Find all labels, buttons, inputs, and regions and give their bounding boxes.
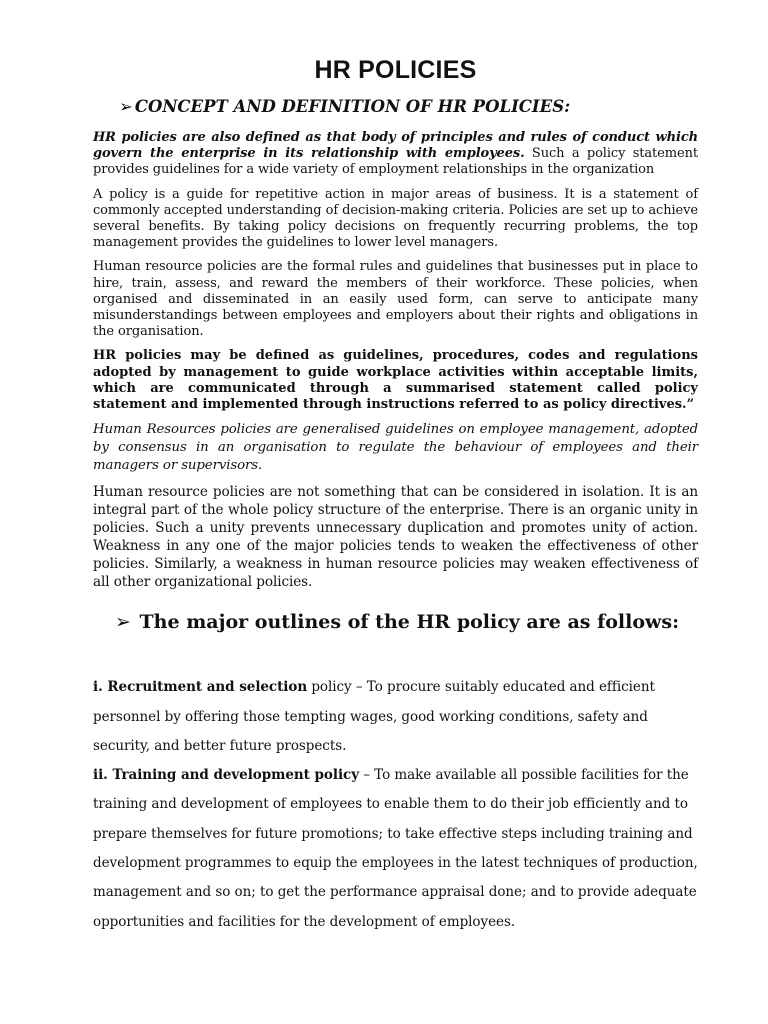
list-item-recruitment-label: i. Recruitment and selection	[93, 679, 308, 696]
section-heading-outlines	[115, 609, 698, 635]
paragraph-guidelines-definition: HR policies may be defined as guidelines, procedures, codes and regulations adopted by management to guide workplace activities within acceptable limits, which are communicated through a summarised statement called policy statement and implemented through instructions referred to as policy directives.”	[93, 348, 698, 413]
paragraph-definition-emphasis: HR policies are also defined as that body of principles and rules of conduct which govern the enterprise in its relationship with employees.	[93, 130, 698, 162]
list-item-training	[93, 761, 698, 937]
document-page	[93, 52, 698, 937]
paragraph-policy-guide: A policy is a guide for repetitive action in major areas of business. It is a statement of commonly accepted understanding of decision-making criteria. Policies are set up to achieve several benefits. By taking policy decisions on frequently recurring problems, the top management provides the guidelines to lower level managers.	[93, 186, 698, 251]
outline-list	[93, 673, 698, 937]
paragraph-definition	[93, 130, 698, 179]
page-title: HR POLICIES	[314, 56, 477, 84]
arrow-bullet-icon: ➢	[119, 97, 133, 116]
section-heading-outlines-text: The major outlines of the HR policy are as follows:	[139, 611, 680, 634]
list-item-recruitment	[93, 673, 698, 761]
paragraph-organic-unity: Human resource policies are not something that can be considered in isolation. It is an integral part of the whole policy structure of the enterprise. There is an organic unity in policies. Such a unity prevents unnecessary duplication and promotes unity of action. Weakness in any one of the major policies tends to weaken the effectiveness of other policies. Similarly, a weakness in human resource policies may weaken effectiveness of all other organizational policies.	[93, 484, 698, 591]
section-heading-concept-text: CONCEPT AND DEFINITION OF HR POLICIES:	[134, 97, 571, 116]
list-item-training-text: – To make available all possible facilities for the training and development of employees to enable them to do their job efficiently and to prepare themselves for future promotions; to take effective steps including training and development programmes to equip the employees in the latest techniques of production, management and so on; to get the performance appraisal done; and to provide adequate opportunities and facilities for the development of employees.	[93, 767, 698, 930]
section-heading-concept	[119, 96, 698, 118]
paragraph-definition-rest: Such a policy statement provides guidelines for a wide variety of employment relationships in the organization	[93, 146, 698, 178]
paragraph-formal-rules: Human resource policies are the formal rules and guidelines that businesses put in place to hire, train, assess, and reward the members of their workforce. These policies, when organised and disseminated in an easily used form, can serve to anticipate many misunderstandings between employees and employers about their rights and obligations in the organisation.	[93, 259, 698, 340]
list-item-training-label: ii. Training and development policy	[93, 767, 359, 784]
paragraph-generalised-guidelines: Human Resources policies are generalised guidelines on employee management, adopted by consensus in an organisation to regulate the behaviour of employees and their managers or supervisors.	[93, 422, 698, 474]
arrow-bullet-icon: ➢	[115, 611, 131, 634]
list-item-recruitment-text: policy – To procure suitably educated and efficient personnel by offering those tempting wages, good working conditions, safety and security, and better future prospects.	[93, 679, 655, 754]
